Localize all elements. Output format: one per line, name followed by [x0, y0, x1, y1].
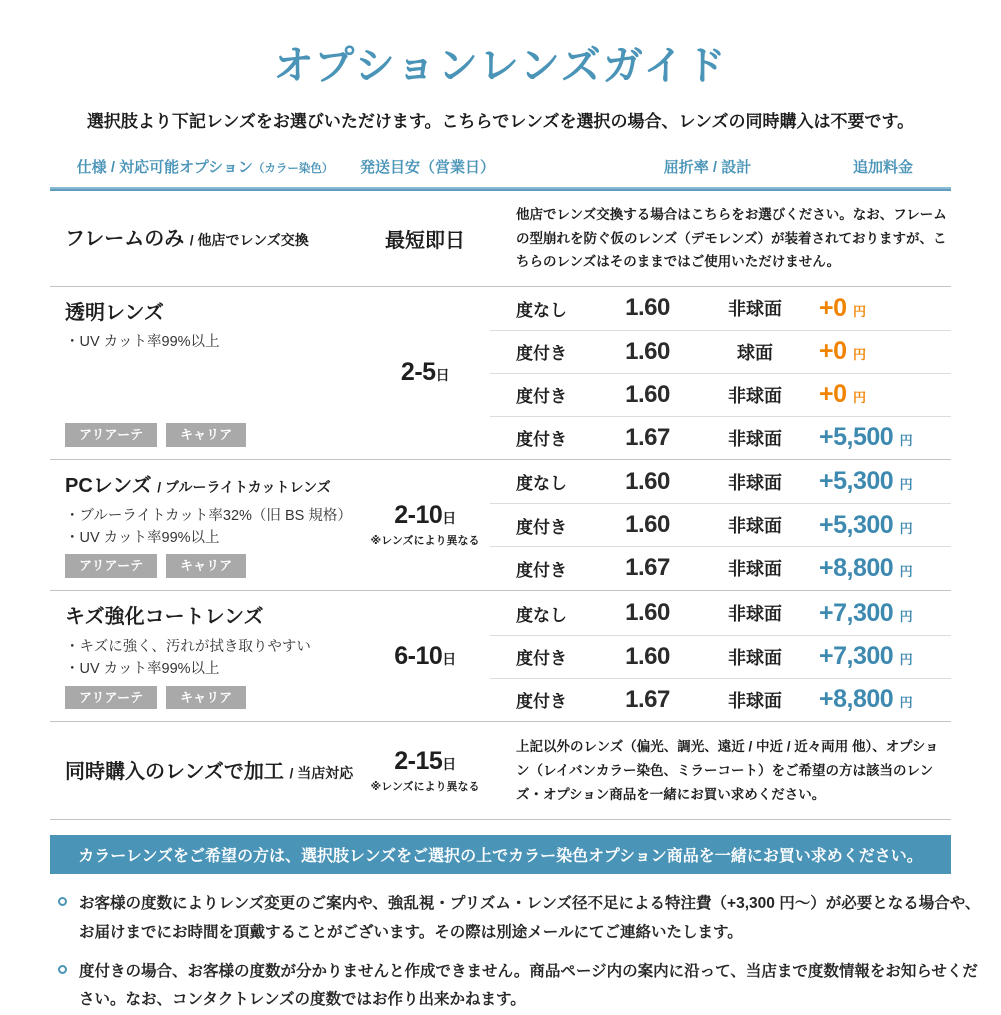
option-type: 度付き	[516, 560, 567, 580]
option-type: 度付き	[516, 692, 567, 712]
option-index: 1.60	[625, 599, 670, 627]
footnote-text: 度付きの場合、お客様の度数が分かりませんと作成できません。商品ページ内の案内に沿って、当店まで度数情報をお知らせください。なお、コンタクトレンズの度数ではお作り出来かねます。	[79, 962, 978, 1009]
option-design: 非球面	[728, 559, 782, 580]
shipping-cell	[360, 191, 490, 286]
option-index: 1.60	[625, 294, 670, 322]
row-note: 上記以外のレンズ（偏光、調光、遠近 / 中近 / 近々両用 他）、オプション（レイバンカラー染色、ミラーコート）をご希望の方は該当のレンズ・オプション商品を一緒にお買い求めください。	[516, 739, 939, 802]
price-unit: 円	[899, 608, 913, 624]
shipping-value: 最短即日	[385, 229, 465, 252]
price-unit: 円	[899, 652, 913, 668]
badge-career: キャリア	[166, 686, 246, 710]
option-index: 1.67	[625, 554, 670, 582]
badge-career: キャリア	[166, 423, 246, 447]
option-row	[490, 678, 951, 721]
option-design: 非球面	[728, 690, 782, 711]
header-price: 追加料金	[852, 159, 913, 176]
feature-line: ・ブルーライトカット率32%（旧 BS 規格）	[65, 507, 352, 524]
option-design: 非球面	[728, 472, 782, 493]
row-title-suffix: / ブルーライトカットレンズ	[157, 478, 331, 495]
option-row	[490, 416, 951, 459]
option-price: +0 円	[819, 337, 866, 366]
lens-option-table	[50, 156, 951, 820]
option-type: 度付き	[516, 344, 567, 364]
row-info	[50, 591, 360, 721]
row-title: PCレンズ / ブルーライトカットレンズ	[65, 474, 331, 497]
table-row-pc-lens	[50, 460, 951, 591]
table-header-row	[50, 156, 951, 177]
circle-bullet-icon	[58, 897, 67, 906]
shipping-cell	[360, 287, 490, 459]
option-price: +5,500 円	[819, 423, 913, 452]
option-index: 1.60	[625, 642, 670, 670]
badge-list	[65, 680, 354, 710]
header-spec: 仕様 / 対応可能オプション（カラー染色）	[76, 159, 334, 176]
header-shipping: 発送目安（営業日）	[360, 159, 496, 176]
option-type: 度なし	[516, 300, 567, 320]
option-list	[490, 460, 951, 590]
price-unit: 円	[852, 303, 866, 319]
option-index: 1.67	[625, 423, 670, 451]
row-title: フレームのみ / 他店でレンズ交換	[65, 228, 309, 251]
shipping-cell	[360, 460, 490, 590]
shipping-value: 2-15日	[394, 747, 456, 776]
option-design: 非球面	[728, 385, 782, 406]
row-info	[50, 722, 360, 819]
footnote-item	[58, 958, 987, 1015]
price-unit: 円	[899, 477, 913, 493]
option-row	[490, 373, 951, 416]
badge-ariaate: アリアーテ	[65, 554, 157, 578]
option-price: +7,300 円	[819, 598, 913, 627]
option-index: 1.67	[625, 685, 670, 713]
option-index: 1.60	[625, 511, 670, 539]
shipping-cell	[360, 591, 490, 721]
shipping-note: ※レンズにより異なる	[370, 781, 480, 794]
table-row-clear-lens	[50, 287, 951, 460]
shipping-unit: 日	[435, 367, 450, 384]
option-design: 非球面	[728, 516, 782, 537]
badge-list	[65, 548, 354, 578]
row-note: 他店でレンズ交換する場合はこちらをお選びください。なお、フレームの型崩れを防ぐ仮のレンズ（デモレンズ）が装着されておりますが、こちらのレンズはそのままではご使用いただけません。	[516, 207, 947, 270]
option-type: 度付き	[516, 430, 567, 450]
badge-ariaate: アリアーテ	[65, 686, 157, 710]
row-title: 同時購入のレンズで加工 / 当店対応	[65, 760, 354, 783]
option-row	[490, 503, 951, 546]
badge-list	[65, 413, 354, 447]
header-spec-small: （カラー染色）	[252, 163, 334, 175]
price-unit: 円	[852, 347, 866, 363]
option-price: +5,300 円	[819, 510, 913, 539]
option-price: +0 円	[819, 380, 866, 409]
row-info	[50, 191, 360, 286]
badge-career: キャリア	[166, 554, 246, 578]
option-list	[490, 591, 951, 721]
shipping-note: ※レンズにより異なる	[370, 535, 480, 548]
price-unit: 円	[899, 433, 913, 449]
option-design: 非球面	[728, 428, 782, 449]
footnote-item	[58, 890, 987, 947]
option-type: 度付き	[516, 387, 567, 407]
price-unit: 円	[852, 390, 866, 406]
option-type: 度付き	[516, 517, 567, 537]
row-title: キズ強化コートレンズ	[65, 606, 264, 629]
row-info	[50, 460, 360, 590]
option-design: 球面	[737, 342, 773, 363]
option-index: 1.60	[625, 380, 670, 408]
badge-ariaate: アリアーテ	[65, 423, 157, 447]
feature-line: ・UV カット率99%以上	[65, 661, 220, 678]
row-title-suffix: / 当店対応	[289, 764, 354, 781]
shipping-unit: 日	[442, 510, 456, 527]
circle-bullet-icon	[58, 965, 67, 974]
option-design: 非球面	[728, 604, 782, 625]
option-index: 1.60	[625, 467, 670, 495]
page-title: オプションレンズガイド	[273, 44, 728, 88]
option-row	[490, 330, 951, 373]
row-title-suffix: / 他店でレンズ交換	[189, 232, 309, 249]
option-price: +8,800 円	[819, 685, 913, 714]
shipping-value: 6-10日	[394, 641, 456, 670]
header-index-design: 屈折率 / 設計	[663, 159, 752, 176]
feature-line: ・UV カット率99%以上	[65, 333, 220, 350]
option-index: 1.60	[625, 337, 670, 365]
option-row	[490, 635, 951, 678]
option-row	[490, 546, 951, 589]
footnotes	[58, 890, 987, 1015]
table-row-copurchase-lens	[50, 722, 951, 820]
price-unit: 円	[899, 520, 913, 536]
shipping-unit: 日	[442, 756, 456, 773]
table-row-frame-only	[50, 191, 951, 287]
option-type: 度なし	[516, 605, 567, 625]
option-price: +7,300 円	[819, 642, 913, 671]
option-price: +8,800 円	[819, 553, 913, 582]
option-list	[490, 287, 951, 459]
row-info	[50, 287, 360, 459]
option-type: 度付き	[516, 649, 567, 669]
table-row-scratch-coat-lens	[50, 591, 951, 722]
option-type: 度なし	[516, 474, 567, 494]
feature-line: ・キズに強く、汚れが拭き取りやすい	[65, 639, 311, 656]
option-row	[490, 460, 951, 503]
row-title: 透明レンズ	[65, 301, 164, 324]
shipping-value: 2-10日	[394, 501, 456, 530]
option-design: 非球面	[728, 299, 782, 320]
shipping-cell	[360, 722, 490, 819]
price-unit: 円	[899, 695, 913, 711]
option-row	[490, 592, 951, 635]
page-subtitle: 選択肢より下記レンズをお選びいただけます。こちらでレンズを選択の場合、レンズの同時購入は不要です。	[86, 112, 915, 131]
option-design: 非球面	[728, 647, 782, 668]
color-lens-banner: カラーレンズをご希望の方は、選択肢レンズをご選択の上でカラー染色オプション商品を一緒にお買い求めください。	[50, 835, 951, 874]
feature-line: ・UV カット率99%以上	[65, 530, 220, 547]
price-unit: 円	[899, 563, 913, 579]
shipping-value: 2-5日	[400, 358, 450, 387]
option-price: +0 円	[819, 293, 866, 322]
option-price: +5,300 円	[819, 467, 913, 496]
option-row	[490, 287, 951, 330]
shipping-unit: 日	[442, 650, 456, 667]
footnote-text: お客様の度数によりレンズ変更のご案内や、強乱視・プリズム・レンズ径不足による特注費（+3,300 円～）が必要となる場合や、お届けまでにお時間を頂戴することがございます。その際は別途メールにてご連絡いたします。	[79, 895, 981, 941]
